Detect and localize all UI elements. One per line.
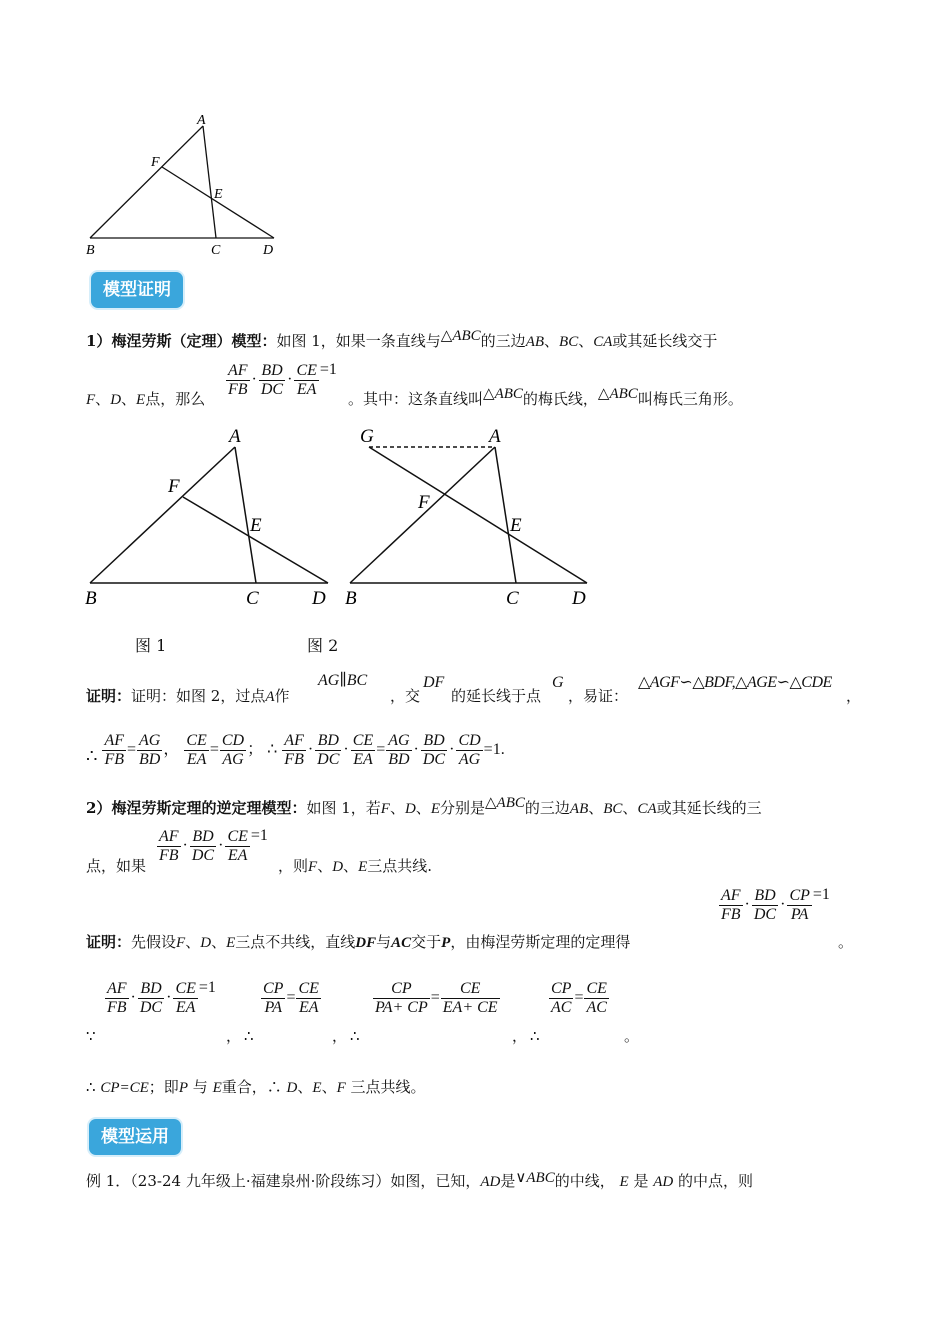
s2-line1: 2）梅涅劳斯定理的逆定理模型：如图 1，若F、D、E分别是△ABC的三边AB、BC、CA或其延长线的三 bbox=[86, 793, 762, 817]
edge-ac bbox=[203, 126, 216, 238]
fig1-label-c: C bbox=[246, 588, 259, 609]
proof1-text2: 作 bbox=[274, 687, 290, 705]
label-e: E bbox=[214, 187, 223, 202]
s1-l2-tri2: △ bbox=[597, 384, 610, 402]
fig1-menelaus-line bbox=[183, 497, 328, 583]
proof1-text4: 的延长线于点 bbox=[451, 687, 542, 705]
s1-ca: CA bbox=[593, 334, 613, 350]
fig2-label-f: F bbox=[418, 492, 430, 513]
proof1-g: G bbox=[552, 674, 564, 691]
ex1-text1: 例 1．（23-24 九年级上·福建泉州·阶段练习）如图，已知， bbox=[86, 1172, 481, 1190]
therefore-symbol-2: ∴ bbox=[350, 1027, 360, 1045]
proof1-line bbox=[86, 686, 290, 707]
label-b: B bbox=[86, 243, 95, 258]
s2-line2 bbox=[86, 856, 146, 876]
s1-line1 bbox=[86, 326, 718, 352]
proof1-text1: 证明：如图 2，过点 bbox=[131, 687, 266, 705]
s1-l2-e: E bbox=[136, 392, 146, 408]
fig1-label-f: F bbox=[168, 476, 180, 497]
s1-text-1: 如图 1，如果一条直线与 bbox=[276, 332, 441, 350]
s1-line2 bbox=[86, 389, 205, 410]
s1-line2-cont bbox=[348, 384, 743, 410]
s1-l2-tri1: △ bbox=[483, 384, 495, 402]
s1-l2-text2: 。其中：这条直线叫 bbox=[348, 390, 484, 408]
s2-text1: 如图 1，若 bbox=[306, 799, 381, 817]
therefore-symbol-3: ∴ bbox=[530, 1027, 540, 1045]
proof2-eq-a: $\frac{AF}{FB}$ · $\frac{BD}{DC}$ · $\frac{CE}{EA}$ =1 bbox=[107, 979, 216, 1016]
s1-abc: ABC bbox=[452, 328, 481, 344]
s2-num: 2） bbox=[86, 799, 112, 817]
s1-l2-sep2: 、 bbox=[121, 390, 137, 408]
section-badge-proof: 模型证明 bbox=[91, 272, 183, 308]
label-a: A bbox=[197, 113, 206, 128]
fig2-label-g: G bbox=[360, 426, 374, 447]
s1-ab: AB bbox=[525, 334, 545, 350]
section-badge-apply: 模型运用 bbox=[89, 1119, 181, 1155]
conclusion-line: ∴ CP=CE；即P 与 E重合，∴ D、E、F 三点共线。 bbox=[86, 1078, 426, 1096]
fig2-caption: 图 2 bbox=[307, 636, 339, 655]
proof2-line: 证明：先假设F、D、E三点不共线，直线DF与AC交于P，由梅涅劳斯定理的定理得 bbox=[86, 933, 631, 951]
s2-l2-text2: ，则 bbox=[278, 857, 309, 875]
proof1-df: DF bbox=[423, 674, 445, 691]
s1-tri: △ bbox=[440, 326, 453, 344]
label-f: F bbox=[151, 155, 160, 170]
s1-bc: BC bbox=[559, 334, 579, 350]
fig2-label-d: D bbox=[572, 588, 586, 609]
s1-l2-text3: 的梅氏线， bbox=[522, 390, 598, 408]
proof1-label: 证明： bbox=[86, 687, 132, 705]
fig2-edge-ab bbox=[350, 447, 495, 583]
label-c: C bbox=[211, 243, 221, 258]
proof2-label: 证明： bbox=[86, 933, 132, 951]
proof2-eq-d: $\frac{CP}{AC}$ = $\frac{CE}{AC}$ bbox=[551, 980, 607, 1016]
label-d: D bbox=[263, 243, 274, 258]
proof2-formula: $\frac{AF}{FB}$ · $\frac{BD}{DC}$ · $\frac{CP}{PA}$ =1 bbox=[721, 886, 830, 923]
s1-l2-abc1: ABC bbox=[494, 386, 523, 402]
proof1-agbc: AG∥BC bbox=[318, 672, 368, 689]
s1-text-3: 或其延长线交于 bbox=[612, 332, 718, 350]
fig1-label-d: D bbox=[312, 588, 326, 609]
s1-text-2: 的三边 bbox=[480, 332, 526, 350]
fig1-label-a: A bbox=[229, 426, 241, 447]
menelaus-formula: $\frac{AF}{FB}$ · $\frac{BD}{DC}$ · $\frac{CE}{EA}$ =1 bbox=[228, 361, 337, 398]
fig2-label-a: A bbox=[489, 426, 501, 447]
s2-title: 梅涅劳斯定理的逆定理模型： bbox=[111, 799, 307, 817]
s1-l2-d: D bbox=[110, 392, 122, 408]
fig1-caption: 图 1 bbox=[135, 636, 167, 655]
fig2-label-e: E bbox=[510, 515, 522, 536]
s2-formula: $\frac{AF}{FB}$ · $\frac{BD}{DC}$ · $\frac{CE}{EA}$ =1 bbox=[159, 827, 268, 864]
figure-1-and-2 bbox=[80, 420, 620, 615]
fig2-line-gd bbox=[369, 447, 587, 583]
fig1-label-e: E bbox=[250, 515, 262, 536]
menelaus-line bbox=[162, 167, 274, 238]
proof1-a: A bbox=[265, 689, 275, 705]
cp-equals-ce: CP=CE bbox=[100, 1080, 149, 1096]
proof1-text3: ，交 bbox=[390, 687, 421, 705]
top-triangle-figure bbox=[80, 110, 290, 260]
s1-num: 1） bbox=[86, 332, 112, 350]
s1-title: 梅涅劳斯（定理）模型： bbox=[111, 332, 277, 350]
s2-text4: 或其延长线的三 bbox=[656, 799, 762, 817]
proof2-eq-c: $\frac{CP}{PA+ CP}$ = $\frac{CE}{EA+ CE}$ bbox=[375, 980, 498, 1016]
s2-l2-text3: 三点共线. bbox=[367, 857, 433, 875]
s1-l2-text1: 点，那么 bbox=[145, 390, 206, 408]
fig2-label-b: B bbox=[345, 588, 357, 609]
s1-l2-f: F bbox=[86, 392, 96, 408]
proof2-end: 。 bbox=[838, 933, 854, 951]
proof1-equations: ∴ $\frac{AF}{FB}$ = $\frac{AG}{BD}$ ， $\frac{CE}{EA}$ = $\frac{CD}{AG}$ ； ∴ $\frac{AF}{FB}$ · $\frac{BD}{DC}$ · $\frac{CE}{EA}$ = $\frac{AG}{BD}$ · $\frac{BD}{DC}$ · $\frac{CD}{AG}$ =1. bbox=[86, 732, 505, 768]
s1-sep2: 、 bbox=[578, 332, 594, 350]
s2-line2-cont: ，则F、D、E三点共线. bbox=[278, 857, 433, 875]
s1-l2-abc2: ABC bbox=[609, 386, 638, 402]
s2-l2-text1: 点，如果 bbox=[86, 857, 147, 875]
s1-sep1: 、 bbox=[544, 332, 560, 350]
fig1-label-b: B bbox=[85, 588, 97, 609]
because-symbol: ∵ bbox=[86, 1027, 96, 1045]
s2-text3: 的三边 bbox=[524, 799, 570, 817]
s1-l2-sep1: 、 bbox=[95, 390, 111, 408]
nabla-symbol: ∨ bbox=[515, 1168, 527, 1186]
s1-l2-text4: 叫梅氏三角形。 bbox=[637, 390, 743, 408]
proof1-comma: ， bbox=[846, 687, 862, 705]
proof1-text5: ，易证： bbox=[568, 687, 629, 705]
s2-text2: 分别是 bbox=[439, 799, 485, 817]
proof1-similar: △AGF∽△BDF,△AGE∽△CDE bbox=[638, 674, 832, 691]
ex1-ad: AD bbox=[480, 1174, 501, 1190]
proof2-eq-b: $\frac{CP}{PA}$ = $\frac{CE}{EA}$ bbox=[263, 980, 319, 1016]
example-1-line: 例 1．（23-24 九年级上·福建泉州·阶段练习）如图，已知，AD是∨ABC的中线， E 是 AD 的中点，则 bbox=[86, 1168, 754, 1190]
therefore-symbol-1: ∴ bbox=[244, 1027, 254, 1045]
fig2-label-c: C bbox=[506, 588, 519, 609]
